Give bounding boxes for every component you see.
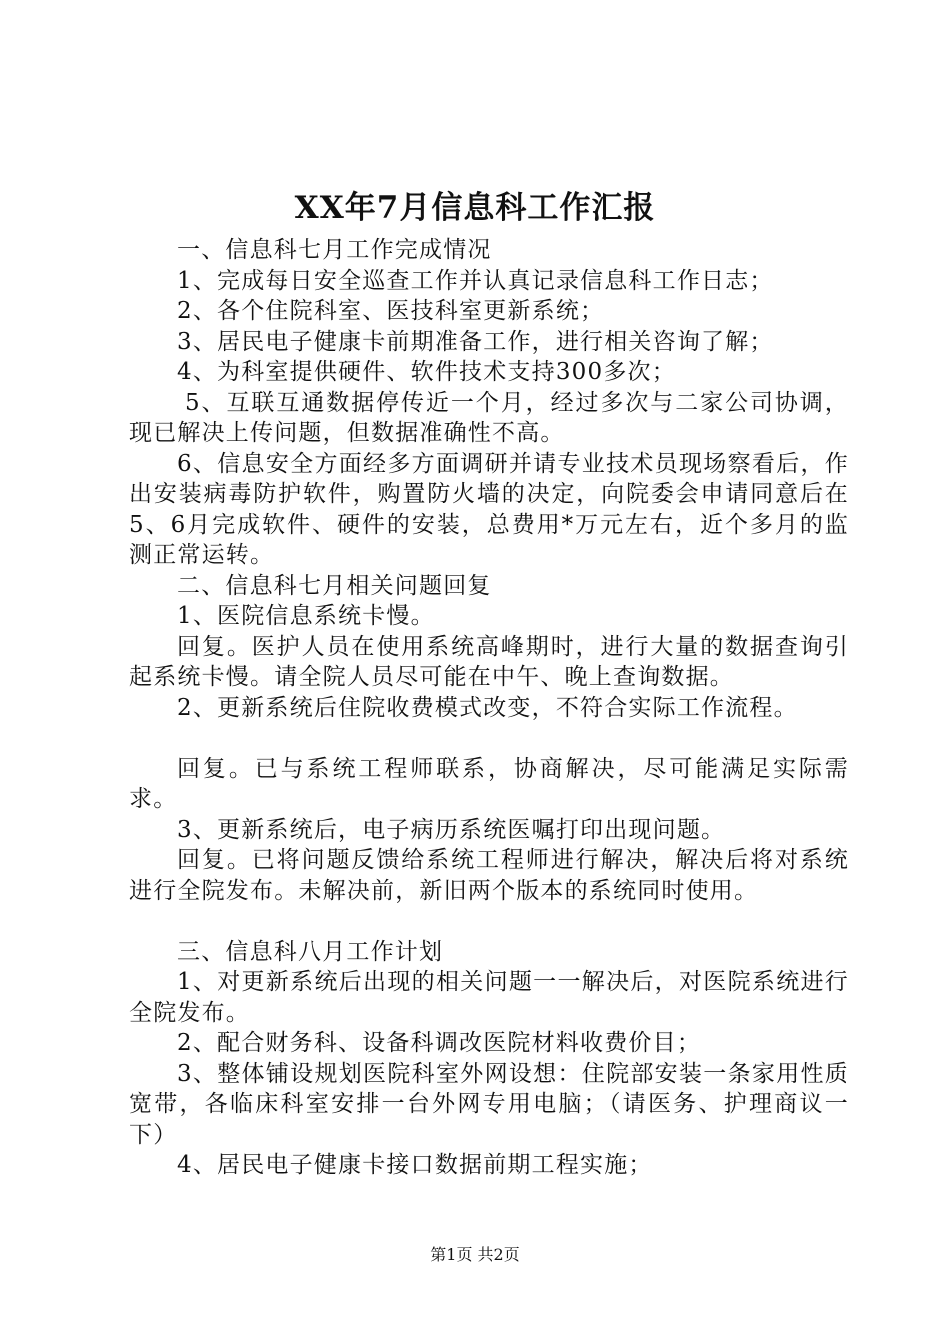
- section-heading: 三、信息科八月工作计划: [177, 938, 444, 965]
- list-item: 6、信息安全方面经多方面调研并请专业技术员现场察看后，作出安装病毒防护软件，购置防火墙的决定，向院委会申请同意后在5、6月完成软件、硬件的安装，总费用*万元左右，近个多月的监测正常运转。: [129, 450, 849, 568]
- page-footer: 第1页 共2页: [430, 1245, 520, 1264]
- section-heading: 二、信息科七月相关问题回复: [177, 572, 492, 599]
- reply-paragraph: 回复。已与系统工程师联系，协商解决，尽可能满足实际需求。: [129, 755, 849, 812]
- list-item: 1、完成每日安全巡查工作并认真记录信息科工作日志；: [177, 267, 774, 294]
- document-title: XX年7月信息科工作汇报: [294, 190, 656, 226]
- list-item: 2、各个住院科室、医技科室更新系统；: [177, 298, 605, 324]
- blank-line: [129, 906, 849, 937]
- reply-paragraph: 回复。已将问题反馈给系统工程师进行解决，解决后将对系统进行全院发布。未解决前，新旧两个版本的系统同时使用。: [129, 847, 849, 904]
- list-item: 3、居民电子健康卡前期准备工作，进行相关咨询了解；: [177, 328, 774, 355]
- reply-paragraph: 回复。医护人员在使用系统高峰期时，进行大量的数据查询引起系统卡慢。请全院人员尽可能在中午、晚上查询数据。: [129, 633, 849, 690]
- list-item: 1、对更新系统后出现的相关问题一一解决后，对医院系统进行全院发布。: [129, 969, 849, 1026]
- list-item: 2、配合财务科、设备科调改医院材料收费价目；: [177, 1030, 702, 1056]
- list-item: 2、更新系统后住院收费模式改变，不符合实际工作流程。: [177, 694, 798, 721]
- list-item: 3、整体铺设规划医院科室外网设想：住院部安装一条家用性质宽带，各临床科室安排一台外网专用电脑；（请医务、护理商议一下）: [129, 1060, 849, 1148]
- list-item: 4、为科室提供硬件、软件技术支持300多次；: [177, 359, 676, 385]
- list-item: 3、更新系统后，电子病历系统医嘱打印出现问题。: [177, 816, 726, 843]
- document-body: [129, 235, 849, 1181]
- list-item: 1、医院信息系统卡慢。: [177, 603, 435, 629]
- list-item: 4、居民电子健康卡接口数据前期工程实施；: [177, 1152, 653, 1178]
- section-heading: 一、信息科七月工作完成情况: [177, 237, 492, 263]
- list-item: 5、互联互通数据停传近一个月，经过多次与二家公司协调，现已解决上传问题，但数据准确性不高。: [129, 389, 849, 446]
- blank-line: [129, 723, 849, 754]
